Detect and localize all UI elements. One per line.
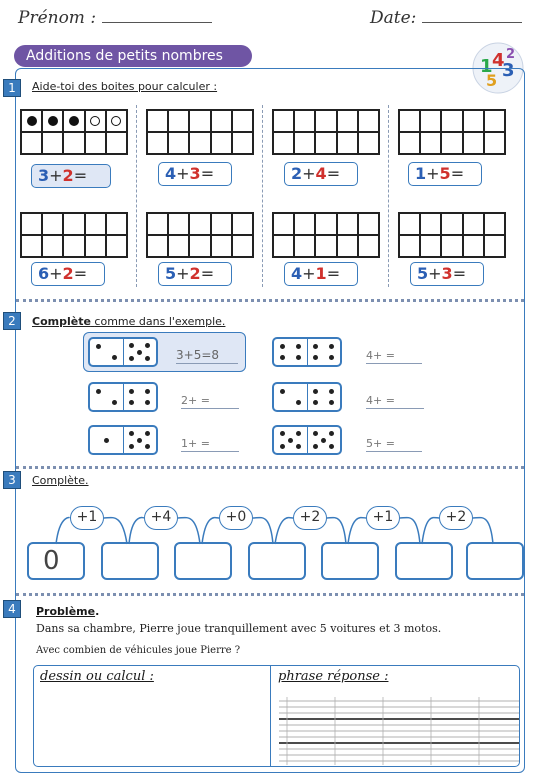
answer-area-divider	[270, 665, 271, 767]
operation-bubble: +4	[144, 506, 178, 530]
equation-box[interactable]: 6+2=	[31, 262, 105, 286]
result-box-start: 0	[27, 542, 85, 580]
domino-answer[interactable]: 5+ =	[366, 432, 422, 452]
operation-bubble: +2	[293, 506, 327, 530]
equation-box[interactable]: 4+1=	[284, 262, 358, 286]
result-box[interactable]	[395, 542, 453, 580]
drawing-label: dessin ou calcul :	[40, 669, 154, 684]
domino-answer[interactable]: 1+ =	[181, 432, 239, 452]
operation-bubble: +0	[219, 506, 253, 530]
domino-answer[interactable]: 4+ =	[366, 344, 422, 364]
exercise-3-instruction: Complète.	[32, 474, 89, 487]
result-box[interactable]	[101, 542, 159, 580]
exercise-1-instruction: Aide-toi des boites pour calculer :	[32, 80, 218, 93]
result-box[interactable]	[248, 542, 306, 580]
svg-text:5: 5	[486, 71, 498, 90]
exercise-3-number: 3	[3, 471, 21, 489]
svg-text:4: 4	[492, 50, 505, 71]
result-box[interactable]	[321, 542, 379, 580]
equation-box[interactable]: 5+2=	[158, 262, 232, 286]
operation-bubble: +1	[366, 506, 400, 530]
equation-box-example: 3+2=	[31, 164, 111, 188]
equation-box[interactable]: 1+5=	[408, 162, 482, 186]
exercise-4-number: 4	[3, 600, 21, 618]
page-title: Additions de petits nombres	[14, 45, 252, 67]
exercise-2-instruction: Complète comme dans l'exemple.	[32, 315, 226, 328]
drawing-area[interactable]	[40, 688, 262, 762]
problem-label: Problème.	[36, 605, 100, 618]
problem-question: Avec combien de véhicules joue Pierre ?	[36, 645, 241, 656]
result-box[interactable]	[466, 542, 524, 580]
equation-box[interactable]: 4+3=	[158, 162, 232, 186]
writing-lines[interactable]	[279, 697, 519, 765]
operation-bubble: +2	[439, 506, 473, 530]
exercise-2-number: 2	[3, 312, 21, 330]
svg-text:1: 1	[480, 56, 493, 77]
svg-text:2: 2	[506, 47, 516, 62]
exercise-1-number: 1	[3, 79, 21, 97]
name-label: Prénom :	[18, 8, 97, 28]
section-divider	[16, 593, 524, 596]
domino-answer-example: 3+5=8	[176, 344, 238, 364]
problem-text: Dans sa chambre, Pierre joue tranquillement avec 5 voitures et 3 motos.	[36, 622, 442, 635]
domino-answer[interactable]: 2+ =	[181, 389, 239, 409]
domino-answer[interactable]: 4+ =	[366, 389, 424, 409]
svg-text:3: 3	[502, 60, 515, 81]
equation-box[interactable]: 2+4=	[284, 162, 358, 186]
operation-bubble: +1	[70, 506, 104, 530]
date-label: Date:	[370, 8, 417, 28]
answer-sentence-label: phrase réponse :	[278, 669, 389, 684]
equation-box[interactable]: 5+3=	[410, 262, 484, 286]
result-box[interactable]	[174, 542, 232, 580]
